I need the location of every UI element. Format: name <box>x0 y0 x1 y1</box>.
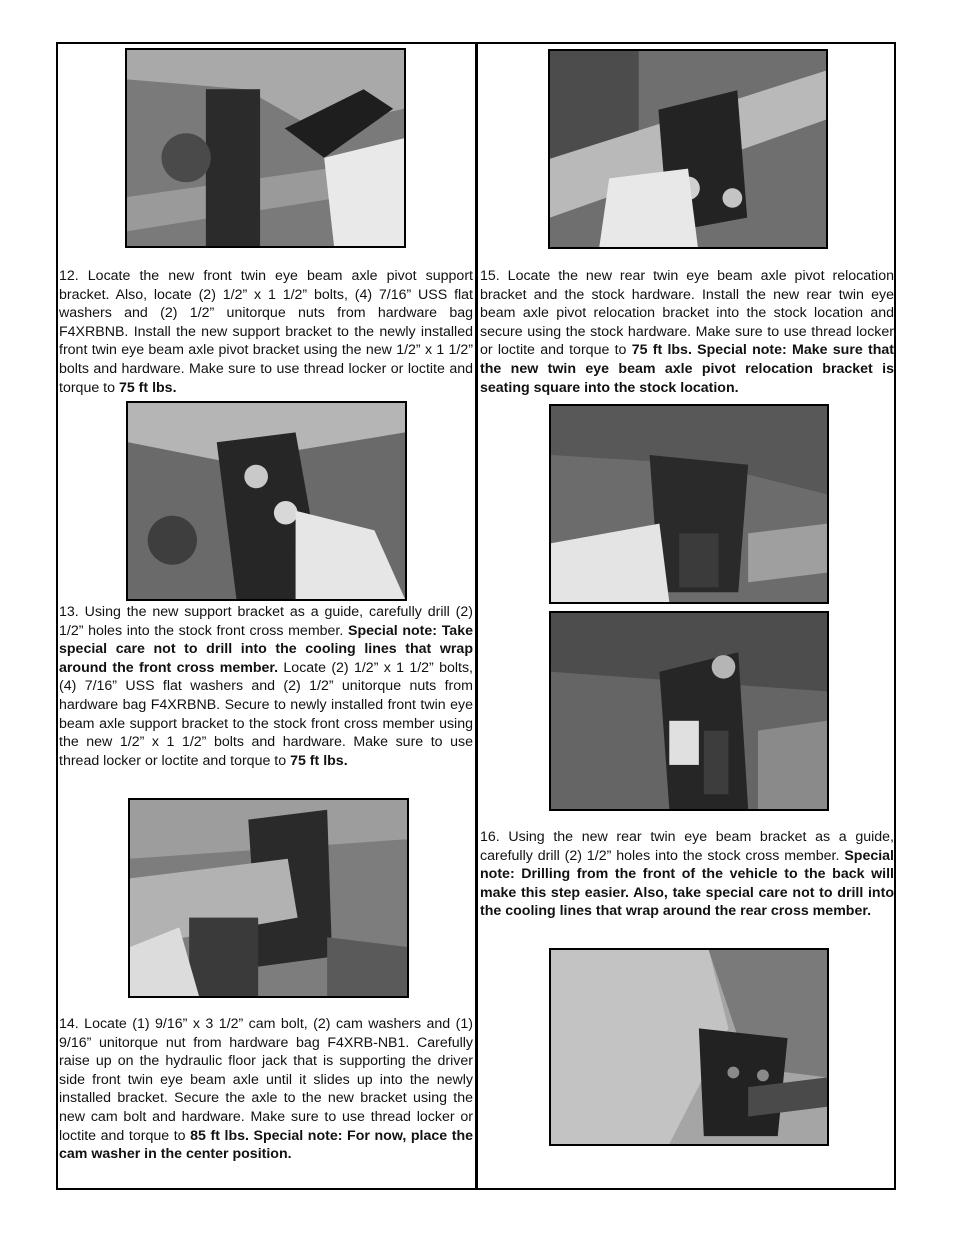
step13-body-2: Locate (2) 1/2” x 1 1/2” bolts, (4) 7/16” USS flat washers and (2) 1/2” unitorque nuts from hardware bag F4XRBNB. Secure to newly installed front twin eye beam axle support bracket to the stock front cross member using the new 1/2” x 1 1/2” bolts and hardware. Make sure to use thread locker or loctite and torque to <box>59 659 473 769</box>
step13-special-note: Special note: Take special care not to drill into the cooling lines that wrap around the front cross member. <box>59 622 473 676</box>
photo-step13-support-bracket <box>126 401 407 601</box>
step13-torque: 75 ft lbs. <box>290 752 348 769</box>
photo-step14-drill <box>128 798 409 998</box>
step15-body: 15. Locate the new rear twin eye beam axle pivot relocation bracket and the stock hardware. Install the new rear twin eye beam axle pivot relocation bracket into the stock location and secure using the stock hardware. Make sure to use thread locker or loctite and torque to <box>480 268 894 359</box>
column-divider <box>475 42 478 1190</box>
step14-body: 14. Locate (1) 9/16” x 3 1/2” cam bolt, (2) cam washers and (1) 9/16” unitorque nut from hardware bag F4XRB-NB1. Carefully raise up on the hydraulic floor jack that is supporting the driver side front twin eye beam axle until it slides up into the newly installed bracket. Secure the axle to the new bracket using the new cam bolt and hardware. Make sure to use thread locker or loctite and torque to <box>59 1016 473 1144</box>
step16-text <box>480 828 894 921</box>
step14-text <box>59 1015 473 1164</box>
photo-step15-install-b <box>549 611 829 811</box>
photo-step15-rear-bracket <box>548 49 828 249</box>
step16-body: 16. Using the new rear twin eye beam bracket as a guide, carefully drill (2) 1/2” holes into the stock cross member. <box>480 829 894 864</box>
step13-text <box>59 603 473 770</box>
step15-special-note: 75 ft lbs. Special note: Make sure that the new twin eye beam axle pivot relocation bracket is seating square into the stock location. <box>480 342 894 396</box>
photo-step12-impact-wrench <box>125 48 406 248</box>
step12-torque: 75 ft lbs. <box>118 379 177 396</box>
photo-step16-drill-holes <box>549 948 829 1146</box>
step14-special-note: 85 ft lbs. Special note: For now, place the cam washer in the center position. <box>59 1127 473 1163</box>
step12-text <box>59 267 473 397</box>
step16-special-note: Special note: Drilling from the front of the vehicle to the back will make this step easier. Also, take special care not to drill into the cooling lines that wrap around the rear cross member. <box>480 847 894 920</box>
step13-body-1: 13. Using the new support bracket as a guide, carefully drill (2) 1/2” holes into the stock front cross member. <box>59 604 473 639</box>
step12-body: 12. Locate the new front twin eye beam axle pivot support bracket. Also, locate (2) 1/2” x 1 1/2” bolts, (4) 7/16” USS flat washers and (2) 1/2” unitorque nuts from hardware bag F4XRBNB. Install the new support bracket to the newly installed front twin eye beam axle pivot bracket using the new 1/2” x 1 1/2” bolts and hardware. Make sure to use thread locker or loctite and torque to <box>59 268 473 396</box>
photo-step15-install-a <box>549 404 829 604</box>
step15-text <box>480 267 894 397</box>
